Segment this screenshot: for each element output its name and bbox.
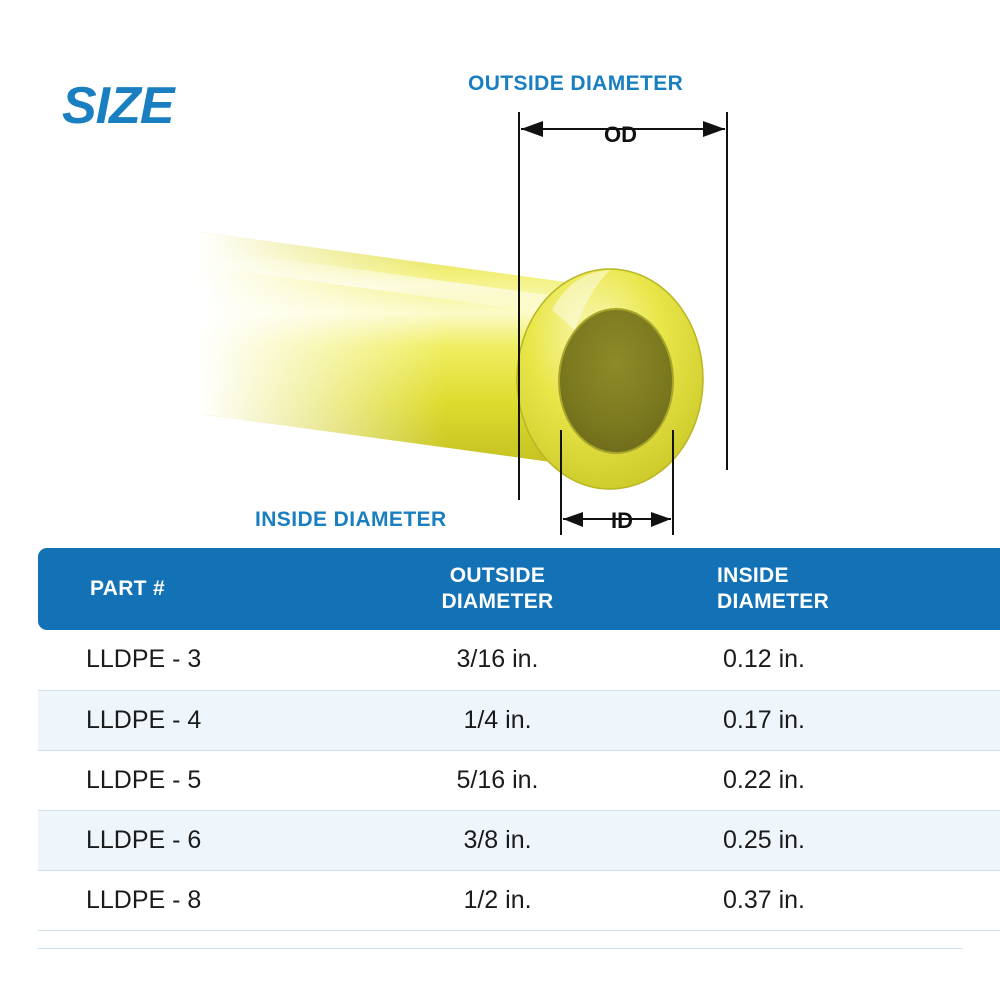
- column-header-inside-line2: DIAMETER: [717, 590, 830, 613]
- cell-outside-diameter: 1/2 in.: [340, 870, 655, 930]
- cell-inside-diameter: 0.22 in.: [655, 750, 1000, 810]
- column-header-outside-line2: DIAMETER: [441, 590, 554, 613]
- id-short-label: ID: [611, 508, 633, 533]
- table-bottom-divider: [38, 948, 963, 949]
- column-header-part: PART #: [38, 548, 340, 630]
- table-row: [38, 630, 1000, 690]
- cell-outside-diameter: 5/16 in.: [340, 750, 655, 810]
- size-table: [38, 548, 1000, 931]
- table-row: [38, 810, 1000, 870]
- cell-outside-diameter: 3/16 in.: [340, 630, 655, 690]
- cell-part: LLDPE - 5: [38, 750, 340, 810]
- cell-inside-diameter: 0.37 in.: [655, 870, 1000, 930]
- od-arrow-right: [703, 121, 725, 137]
- cell-part: LLDPE - 3: [38, 630, 340, 690]
- od-arrow-left: [521, 121, 543, 137]
- column-header-inside-diameter: [655, 548, 1000, 630]
- page-title: SIZE: [62, 77, 174, 135]
- cell-inside-diameter: 0.12 in.: [655, 630, 1000, 690]
- table-header: [38, 548, 1000, 630]
- table-row: [38, 870, 1000, 930]
- column-header-outside-line1: OUTSIDE: [449, 564, 546, 588]
- id-arrow-left: [563, 512, 583, 527]
- cell-inside-diameter: 0.17 in.: [655, 690, 1000, 750]
- table-row: [38, 750, 1000, 810]
- table-row: [38, 690, 1000, 750]
- table-header-row: [38, 548, 1000, 630]
- cell-inside-diameter: 0.25 in.: [655, 810, 1000, 870]
- column-header-inside-line1: INSIDE: [717, 564, 789, 588]
- column-header-outside-diameter: [340, 548, 655, 630]
- cell-part: LLDPE - 4: [38, 690, 340, 750]
- cell-part: LLDPE - 6: [38, 810, 340, 870]
- cell-part: LLDPE - 8: [38, 870, 340, 930]
- id-arrow-right: [651, 512, 671, 527]
- table-body: [38, 630, 1000, 930]
- cell-outside-diameter: 3/8 in.: [340, 810, 655, 870]
- cell-outside-diameter: 1/4 in.: [340, 690, 655, 750]
- od-short-label: OD: [604, 122, 637, 147]
- inside-diameter-label: INSIDE DIAMETER: [255, 508, 447, 531]
- outside-diameter-label: OUTSIDE DIAMETER: [468, 72, 684, 95]
